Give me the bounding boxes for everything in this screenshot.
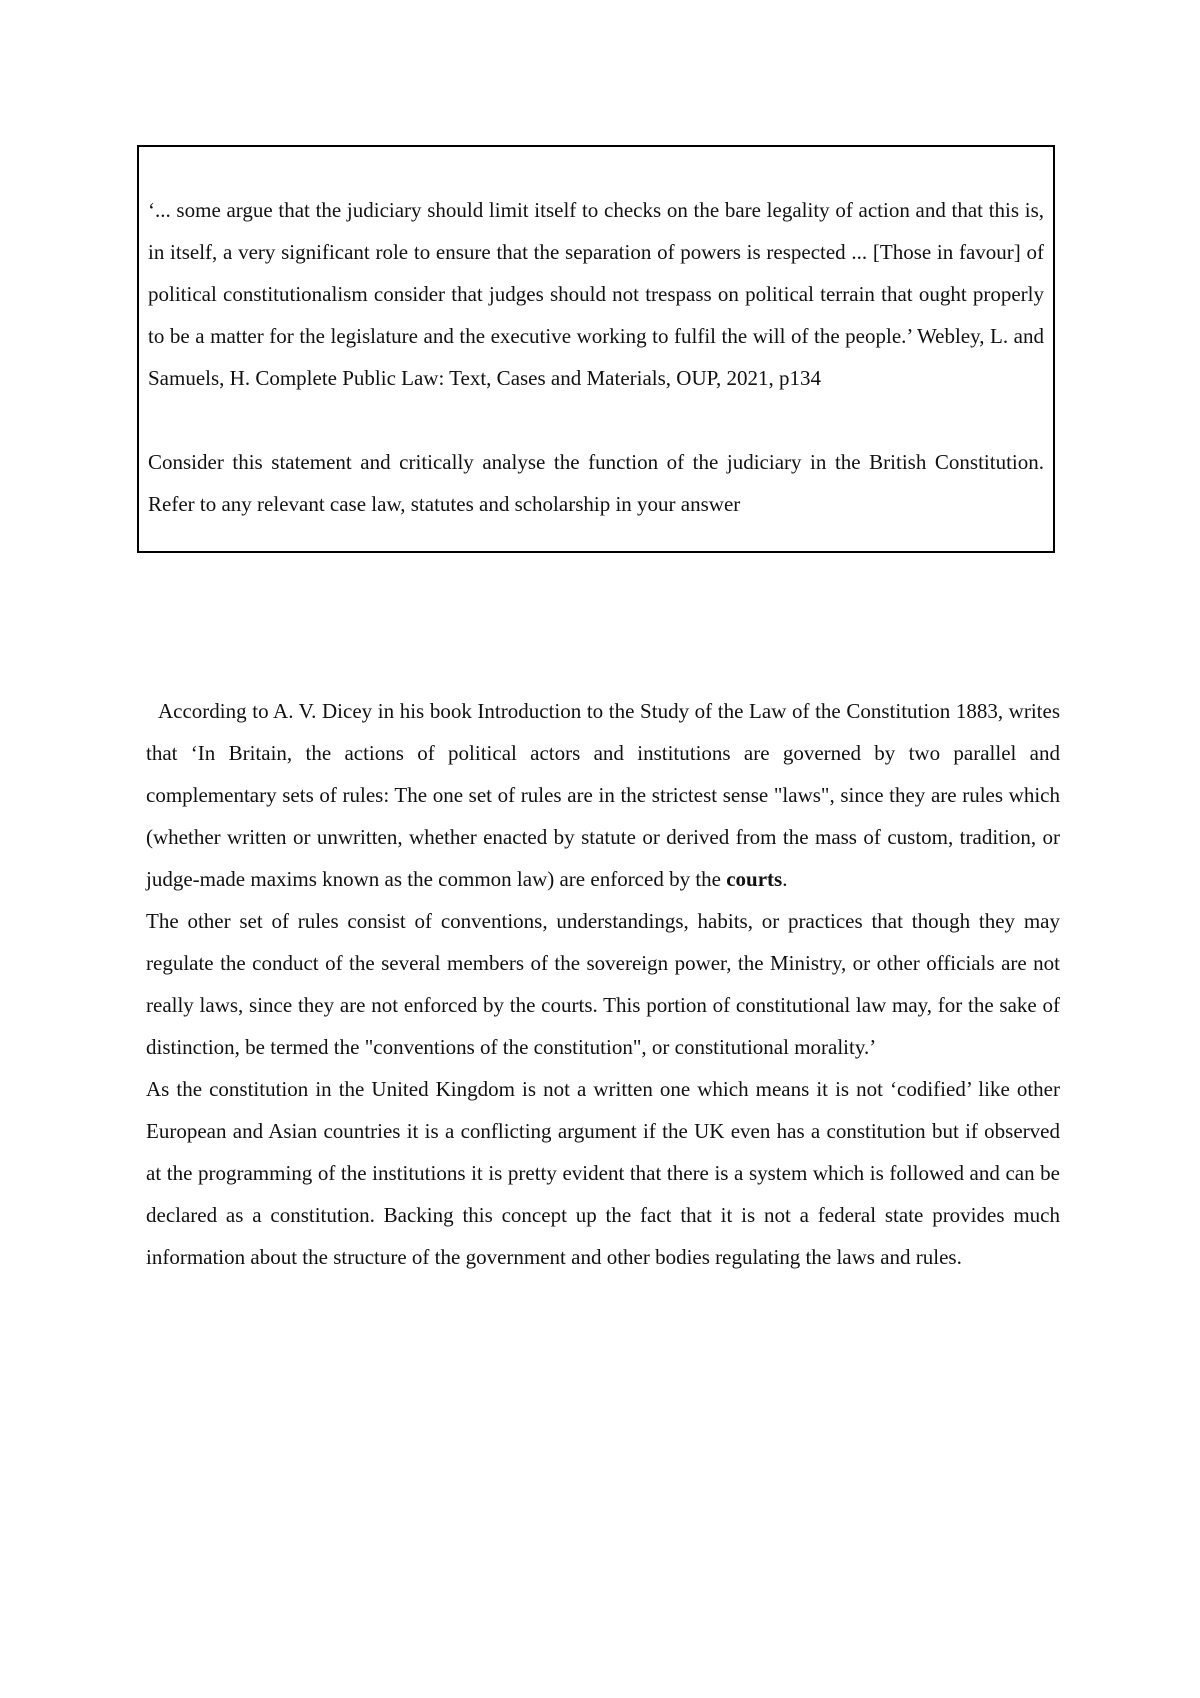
essay-paragraph-conventions: The other set of rules consist of conventions, understandings, habits, or practices that though they may regulate the conduct of the several members of the sovereign power, the Ministry, or other officials are not really laws, since they are not enforced by the courts. This portion of constitutional law may, for the sake of distinction, be termed the "conventions of the constitution", or constitutional morality.’ — [146, 909, 1060, 1059]
paragraph-text: According to A. V. Dicey in his book Introduction to the Study of the Law of the Constitution 1883, writes that ‘In Britain, the actions of political actors and institutions are governed by two parallel and complementary sets of rules: The one set of rules are in the strictest sense "laws", since they are rules which (whether written or unwritten, whether enacted by statute or derived from the mass of custom, tradition, or judge-made maxims known as the common law) are enforced by the — [146, 699, 1060, 891]
quote-paragraph: ‘... some argue that the judiciary should limit itself to checks on the bare legality of action and that this is, in itself, a very significant role to ensure that the separation of powers is respected ... [Those in favour] of political constitutionalism consider that judges should not trespass on political terrain that ought properly to be a matter for the legislature and the executive working to fulfil the will of the people.’ Webley, L. and Samuels, H. Complete Public Law: Text, Cases and Materials, OUP, 2021, p134 — [148, 198, 1044, 390]
instruction-paragraph: Consider this statement and critically analyse the function of the judiciary in the British Constitution. Refer to any relevant case law, statutes and scholarship in your answer — [148, 450, 1044, 516]
paragraph-end-punctuation: . — [782, 867, 788, 891]
essay-question-box — [137, 145, 1055, 553]
bold-term-courts: courts — [726, 867, 783, 891]
essay-paragraph-uk-constitution: As the constitution in the United Kingdom is not a written one which means it is not ‘codified’ like other European and Asian countries it is a conflicting argument if the UK even has a constitution but if observed at the programming of the institutions it is pretty evident that there is a system which is followed and can be declared as a constitution. Backing this concept up the fact that it is not a federal state provides much information about the structure of the government and other bodies regulating the laws and rules. — [146, 1077, 1060, 1269]
essay-paragraph-dicey — [146, 690, 1060, 900]
essay-body — [146, 690, 1060, 1278]
